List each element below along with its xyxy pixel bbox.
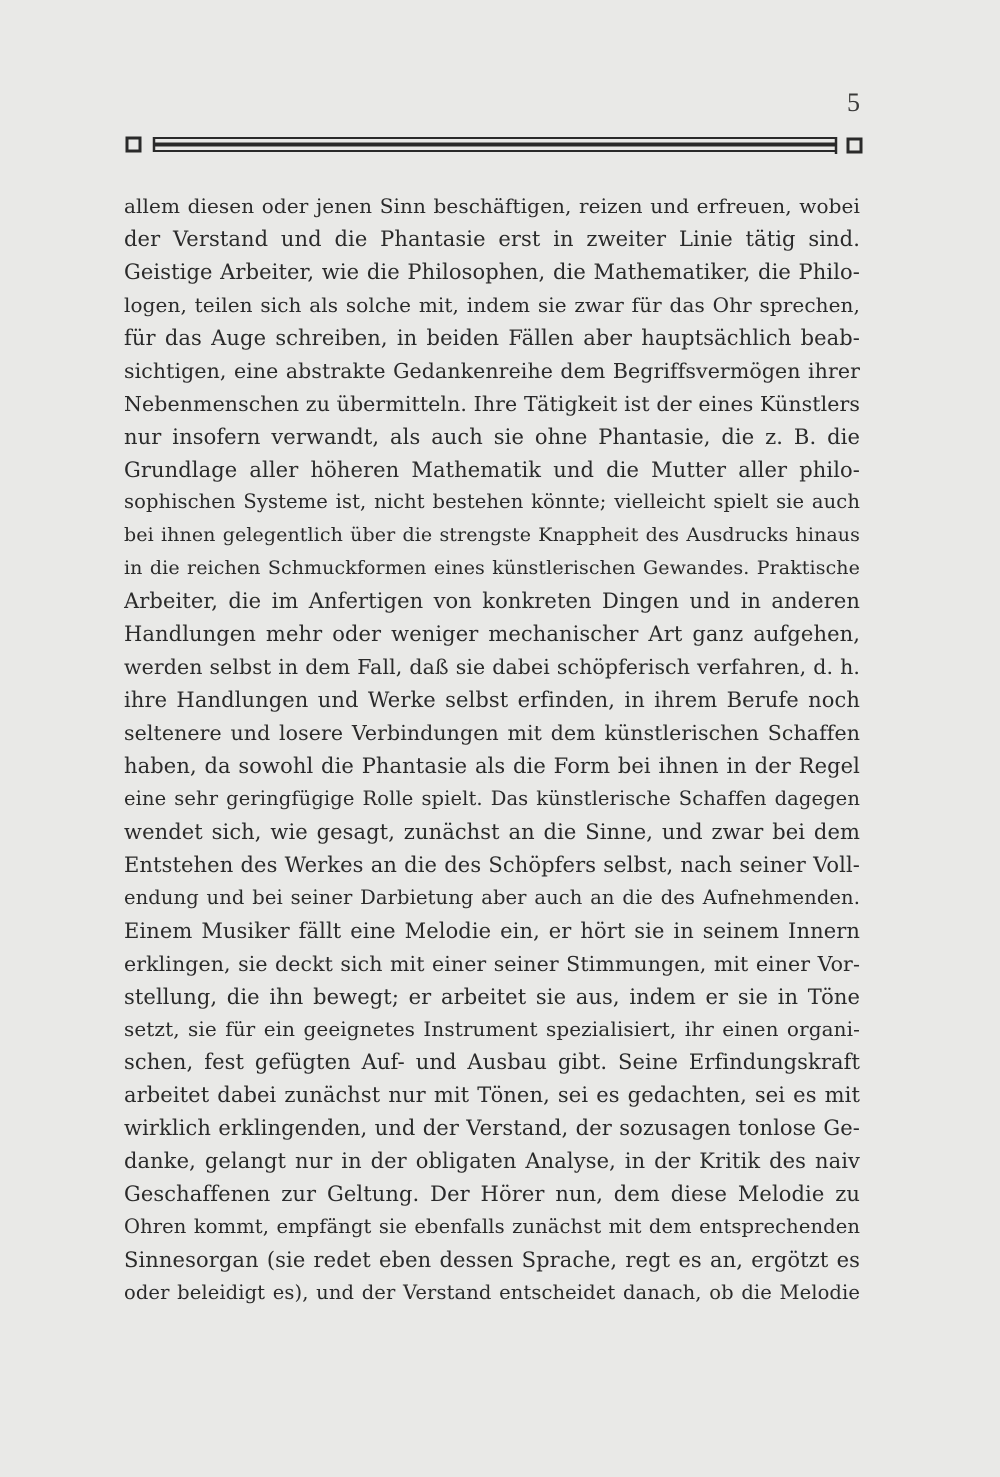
text-line: schen, fest gefügten Auf- und Ausbau gibt. Seine Erfindungskraft [124,1050,860,1075]
text-line: wirklich erklingenden, und der Verstand, der sozusagen tonlose Ge- [124,1116,860,1141]
text-line: stellung, die ihn bewegt; er arbeitet sie aus, indem er sie in Töne [124,984,860,1009]
text-line: der Verstand und die Phantasie erst in zweiter Linie tätig sind. [124,226,860,251]
text-line: erklingen, sie deckt sich mit einer seiner Stimmungen, mit einer Vor- [124,951,860,976]
text-line: in die reichen Schmuckformen eines künstlerischen Gewandes. Praktische [124,557,860,580]
text-line: für das Auge schreiben, in beiden Fällen aber hauptsächlich beab- [124,325,860,350]
text-line: Einem Musiker fällt eine Melodie ein, er hört sie in seinem Innern [124,918,860,943]
text-line: arbeitet dabei zunächst nur mit Tönen, sei es gedachten, sei es mit [124,1083,860,1108]
body-text [124,190,860,1310]
text-line: Ohren kommt, empfängt sie ebenfalls zunächst mit dem entsprechenden [124,1215,860,1239]
text-line: haben, da sowohl die Phantasie als die Form bei ihnen in der Regel [124,753,860,778]
text-line: danke, gelangt nur in der obligaten Analyse, in der Kritik des naiv [124,1149,860,1174]
text-line: eine sehr geringfügige Rolle spielt. Das künstlerische Schaffen dagegen [124,786,860,810]
text-line: wendet sich, wie gesagt, zunächst an die Sinne, und zwar bei dem [124,819,860,844]
text-line: Geistige Arbeiter, wie die Philosophen, die Mathematiker, die Philo- [124,259,860,284]
text-line: Handlungen mehr oder weniger mechanischer Art ganz aufgehen, [124,622,860,647]
text-line: Entstehen des Werkes an die des Schöpfers selbst, nach seiner Voll- [124,852,860,877]
text-line: ihre Handlungen und Werke selbst erfinden, in ihrem Berufe noch [124,688,860,713]
text-line: setzt, sie für ein geeignetes Instrument spezialisiert, ihr einen organi- [124,1017,860,1042]
text-line: Arbeiter, die im Anfertigen von konkreten Dingen und in anderen [124,589,860,614]
text-line: Grundlage aller höheren Mathematik und die Mutter aller philo- [124,457,860,482]
text-line: bei ihnen gelegentlich über die strengste Knappheit des Ausdrucks hinaus [124,524,860,547]
text-line: Sinnesorgan (sie redet eben dessen Sprache, regt es an, ergötzt es [124,1248,860,1272]
text-line: logen, teilen sich als solche mit, indem sie zwar für das Ohr sprechen, [124,292,860,317]
text-line: sichtigen, eine abstrakte Gedankenreihe dem Begriffsvermögen ihrer [124,358,860,383]
text-line: Nebenmenschen zu übermitteln. Ihre Tätigkeit ist der eines Künstlers [124,391,860,416]
text-line: werden selbst in dem Fall, daß sie dabei schöpferisch verfahren, d. h. [124,655,860,680]
text-line: nur insofern verwandt, als auch sie ohne Phantasie, die z. B. die [124,424,860,449]
text-line: Geschaffenen zur Geltung. Der Hörer nun, dem diese Melodie zu [124,1182,860,1207]
page-number: 5 [847,88,860,117]
text-line: sophischen Systeme ist, nicht bestehen könnte; vielleicht spielt sie auch [124,490,860,514]
text-line: endung und bei seiner Darbietung aber auch an die des Aufnehmenden. [124,885,860,909]
text-line: allem diesen oder jenen Sinn beschäftigen, reizen und erfreuen, wobei [124,194,860,218]
text-line: oder beleidigt es), und der Verstand entscheidet danach, ob die Melodie [124,1280,860,1304]
text-line: seltenere und losere Verbindungen mit dem künstlerischen Schaffen [124,721,860,745]
decorative-header-rule [124,134,864,156]
